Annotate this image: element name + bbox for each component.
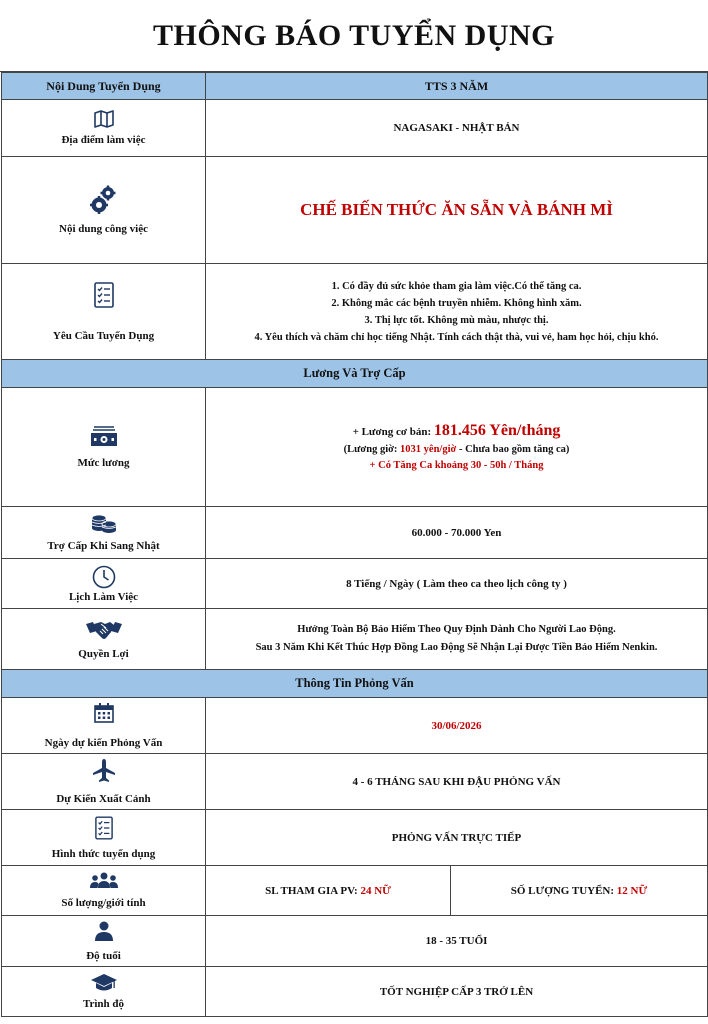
job-value: CHẾ BIẾN THỨC ĂN SẴN VÀ BÁNH MÌ — [206, 157, 708, 264]
form-value: PHỎNG VẤN TRỰC TIẾP — [206, 810, 708, 866]
education-label-cell — [2, 967, 206, 1017]
requirements-label: Yêu Cầu Tuyển Dụng — [52, 329, 155, 342]
salary-overtime: + Có Tăng Ca khoảng 30 - 50h / Tháng — [369, 459, 544, 471]
section-salary — [2, 360, 708, 388]
recruitment-table — [1, 72, 708, 1017]
education-label: Trình độ — [82, 997, 125, 1010]
requirements-label-cell — [2, 264, 206, 360]
allowance-value: 60.000 - 70.000 Yen — [206, 507, 708, 559]
salary-base-line — [206, 421, 707, 442]
benefits-label: Quyền Lợi — [78, 647, 129, 660]
salary-hourly-value: 1031 yên/giờ — [400, 443, 457, 455]
participants-prefix: SL THAM GIA PV: — [265, 884, 361, 897]
row-benefits — [2, 609, 708, 670]
header-right: TTS 3 NĂM — [206, 73, 708, 100]
salary-label: Mức lương — [77, 457, 130, 469]
row-salary — [2, 388, 708, 507]
row-education — [2, 967, 708, 1017]
interview-date-value: 30/06/2026 — [206, 698, 708, 754]
salary-hourly-suffix: - Chưa bao gồm tăng ca) — [456, 443, 570, 455]
job-label-cell — [2, 157, 206, 264]
quantity-participants — [206, 866, 451, 916]
salary-hourly-line — [206, 442, 707, 458]
interview-date-label: Ngày dự kiến Phỏng Vấn — [44, 736, 163, 749]
recruit-value: 12 NỮ — [616, 884, 648, 897]
location-label-cell — [2, 100, 206, 157]
departure-value: 4 - 6 THÁNG SAU KHI ĐẬU PHỎNG VẤN — [206, 754, 708, 810]
form-label: Hình thức tuyển dụng — [51, 847, 156, 860]
row-form — [2, 810, 708, 866]
salary-hourly-prefix: (Lương giờ: — [343, 443, 401, 455]
schedule-value: 8 Tiếng / Ngày ( Làm theo ca theo lịch công ty ) — [206, 559, 708, 609]
quantity-label: Số lượng/giới tính — [61, 897, 146, 909]
row-job — [2, 157, 708, 264]
clock-icon — [92, 565, 116, 589]
departure-label: Dự Kiến Xuất Cảnh — [56, 792, 151, 805]
section-interview-title: Thông Tin Phỏng Vấn — [2, 670, 708, 698]
money-icon — [89, 425, 119, 447]
benefits-label-cell — [2, 609, 206, 670]
interview-date-label-cell — [2, 698, 206, 754]
quantity-label-cell — [2, 866, 206, 916]
requirement-item: 2. Không mắc các bệnh truyền nhiễm. Không hình xăm. — [331, 297, 582, 309]
location-value: NAGASAKI - NHẬT BẢN — [206, 100, 708, 157]
section-interview — [2, 670, 708, 698]
schedule-label: Lịch Làm Việc — [68, 590, 139, 603]
requirements-list — [206, 264, 708, 360]
age-label-cell — [2, 916, 206, 967]
airplane-icon — [93, 759, 115, 783]
benefits-line-2: Sau 3 Năm Khi Kết Thúc Hợp Đồng Lao Động Sẽ Nhận Lại Được Tiền Bảo Hiểm Nenkin. — [255, 642, 658, 653]
row-schedule — [2, 559, 708, 609]
handshake-icon — [86, 619, 122, 641]
benefits-value-cell — [206, 609, 708, 670]
participants-value: 24 NỮ — [360, 884, 391, 897]
row-age — [2, 916, 708, 967]
salary-base-prefix: + Lương cơ bản: — [352, 425, 434, 438]
salary-value-cell — [206, 388, 708, 507]
salary-base-value: 181.456 Yên/tháng — [433, 421, 561, 439]
age-value: 18 - 35 TUỔI — [206, 916, 708, 967]
row-interview-date — [2, 698, 708, 754]
benefits-line-1: Hưởng Toàn Bộ Bảo Hiểm Theo Quy Định Dành Cho Người Lao Động. — [297, 624, 616, 635]
people-icon — [89, 872, 119, 890]
person-icon — [95, 921, 113, 941]
departure-label-cell — [2, 754, 206, 810]
row-requirements — [2, 264, 708, 360]
page-title: THÔNG BÁO TUYỂN DỤNG — [0, 0, 708, 72]
job-label: Nội dung công việc — [59, 223, 148, 235]
allowance-label: Trợ Cấp Khi Sang Nhật — [47, 539, 160, 552]
recruit-prefix: SỐ LƯỢNG TUYỂN: — [510, 884, 617, 897]
row-location — [2, 100, 708, 157]
coins-icon — [91, 514, 117, 534]
section-salary-title: Lương Và Trợ Cấp — [2, 360, 708, 388]
location-label: Địa điểm làm việc — [61, 134, 146, 146]
calendar-icon — [94, 703, 114, 723]
schedule-label-cell — [2, 559, 206, 609]
graduation-cap-icon — [91, 974, 117, 992]
quantity-recruit — [451, 866, 708, 916]
row-departure — [2, 754, 708, 810]
requirement-item: 4. Yêu thích và chăm chỉ học tiếng Nhật. Tính cách thật thà, vui vẻ, ham học hỏi, chịu khó. — [254, 331, 659, 343]
salary-label-cell — [2, 388, 206, 507]
table-header — [2, 73, 708, 100]
form-label-cell — [2, 810, 206, 866]
row-allowance — [2, 507, 708, 559]
age-label: Độ tuổi — [86, 949, 121, 962]
requirement-item: 1. Có đầy đủ sức khỏe tham gia làm việc.Có thể tăng ca. — [331, 280, 582, 292]
header-left: Nội Dung Tuyển Dụng — [2, 73, 206, 100]
gears-icon — [90, 185, 118, 215]
requirement-item: 3. Thị lực tốt. Không mù màu, nhược thị. — [364, 314, 549, 326]
education-value: TỐT NGHIỆP CẤP 3 TRỞ LÊN — [206, 967, 708, 1017]
allowance-label-cell — [2, 507, 206, 559]
map-icon — [94, 110, 114, 128]
checklist-icon — [94, 282, 114, 308]
checklist-icon — [95, 816, 113, 840]
row-quantity — [2, 866, 708, 916]
